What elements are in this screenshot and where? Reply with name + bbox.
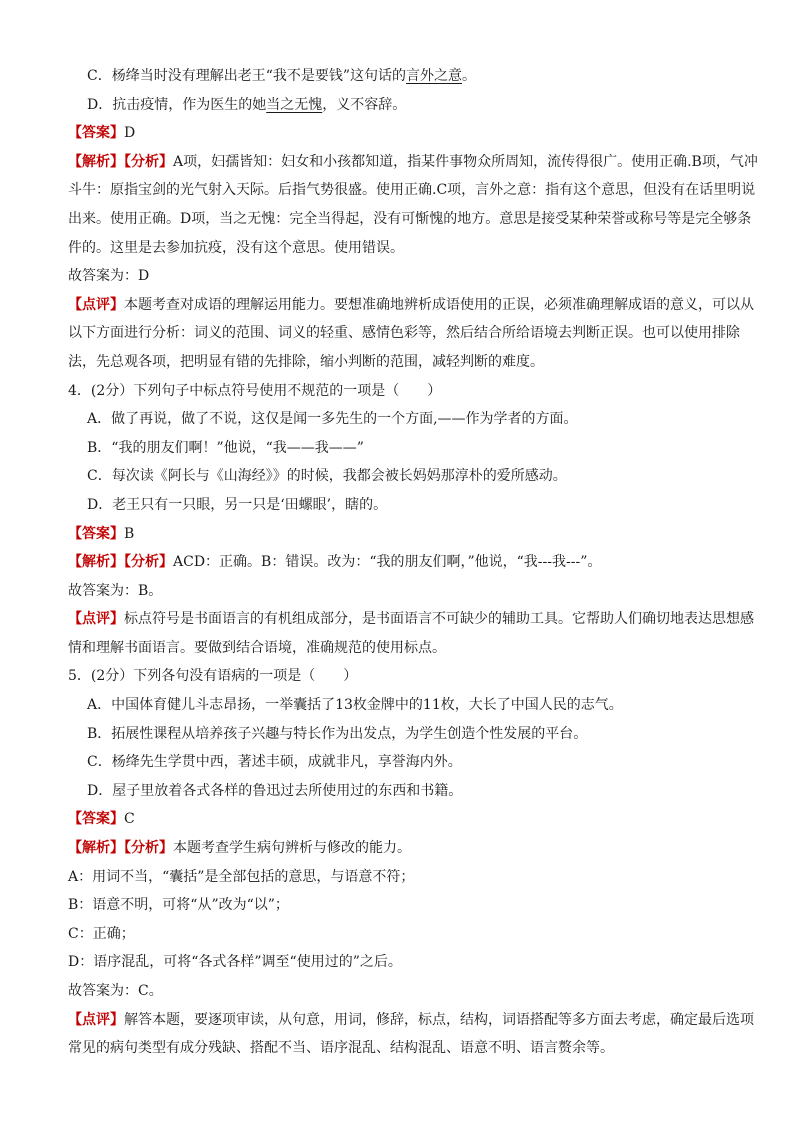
q5-option-c: C．杨绛先生学贯中西，著述丰硕，成就非凡，享誉海内外。 <box>87 754 462 771</box>
q5-analysis: 【解析】【分析】本题考查学生病句辨析与修改的能力。 <box>68 840 411 857</box>
q5-option-a: A．中国体育健儿斗志昂扬，一举囊括了13枚金牌中的11枚，大长了中国人民的志气。 <box>87 697 623 714</box>
q5-comment: 【点评】解答本题，要逐项审读，从句意，用词，修辞，标点，结构，词语搭配等多方面去考虑，确定最后选项常见的病句类型有成分残缺、搭配不当、语序混乱、结构混乱、语意不明、语言赘余等。 <box>68 1011 754 1057</box>
q5-option-d: D．屋子里放着各式各样的鲁迅过去所使用过的东西和书籍。 <box>87 782 463 799</box>
q4-stem: 4．(2分）下列句子中标点符号使用不规范的一项是（ ） <box>68 382 442 399</box>
answer-tag: 【答案】 <box>68 125 124 142</box>
q3-comment: 【点评】本题考查对成语的理解运用能力。要想准确地辨析成语使用的正误，必须准确理解成语的意义，可以从以下方面进行分析：词义的范围、词义的轻重、感情色彩等，然后结合所给语境去判断正误。也可以使用排除法，先总观各项，把明显有错的先排除，缩小判断的范围，减轻判断的难度。 <box>68 296 754 370</box>
comment-tag: 【点评】 <box>68 296 124 313</box>
q5-stem: 5．(2分）下列各句没有语病的一项是（ ） <box>68 668 358 685</box>
q4-option-a: A．做了再说，做了不说，这仅是闻一多先生的一个方面,——作为学者的方面。 <box>87 411 578 428</box>
q4-option-d: D．老王只有一只眼，另一只是‘田螺眼’，瞎的。 <box>87 496 388 513</box>
q4-option-c: C．每次读《阿长与《山海经》》的时候，我都会被长妈妈那淳朴的爱所感动。 <box>87 468 567 485</box>
analysis-tag: 【解析】【分析】 <box>68 153 173 170</box>
q3-option-d: D．抗击疫情，作为医生的她当之无愧，义不容辞。 <box>87 96 407 113</box>
q4-answer: 【答案】B <box>68 525 135 542</box>
answer-tag: 【答案】 <box>68 525 124 542</box>
analysis-tag: 【解析】【分析】 <box>68 554 173 571</box>
q5-option-b: B．拓展性课程从培养孩子兴趣与特长作为出发点，为学生创造个性发展的平台。 <box>87 725 588 742</box>
q4-final-answer: 故答案为：B。 <box>68 582 163 599</box>
q3-final-answer: 故答案为：D <box>68 268 150 285</box>
analysis-tag: 【解析】【分析】 <box>68 840 173 857</box>
comment-tag: 【点评】 <box>68 611 124 628</box>
underlined-idiom: 言外之意 <box>406 68 463 84</box>
q3-answer: 【答案】D <box>68 125 136 142</box>
q5-point-d: D：语序混乱，可将“各式各样”调至“使用过的”之后。 <box>68 954 402 971</box>
comment-tag: 【点评】 <box>68 1011 124 1028</box>
q5-final-answer: 故答案为：C。 <box>68 983 163 999</box>
q3-analysis: 【解析】【分析】A项，妇孺皆知：妇女和小孩都知道，指某件事物众所周知，流传得很广。使用正确.B项，气冲斗牛：原指宝剑的光气射入天际。后指气势很盛。使用正确.C项，言外之意：指有这个意思，但没有在话里明说出来。使用正确。D项，当之无愧：完全当得起，没有可惭愧的地方。意思是接受某种荣誉或称号等是完全够条件的。这里是去参加抗疫，没有这个意思。使用错误。 <box>68 153 758 256</box>
q5-point-b: B：语意不明，可将“从”改为“以”； <box>68 897 289 914</box>
q5-answer: 【答案】C <box>68 811 135 828</box>
q5-point-a: A：用词不当，“囊括”是全部包括的意思，与语意不符； <box>68 868 415 885</box>
document-page <box>68 62 758 1063</box>
q4-comment: 【点评】标点符号是书面语言的有机组成部分，是书面语言不可缺少的辅助工具。它帮助人们确切地表达思想感情和理解书面语言。要做到结合语境，准确规范的使用标点。 <box>68 611 754 656</box>
underlined-idiom: 当之无愧 <box>266 96 323 113</box>
q4-option-b: B．“我的朋友们啊！”他说，“我——我——” <box>87 439 364 456</box>
q3-option-c: C．杨绛当时没有理解出老王“我不是要钱”这句话的言外之意。 <box>87 68 477 84</box>
q4-analysis: 【解析】【分析】ACD：正确。B：错误。改为：“我的朋友们啊，”他说，“我---我---”。 <box>68 554 602 571</box>
answer-tag: 【答案】 <box>68 811 124 828</box>
q5-point-c: C：正确； <box>68 925 135 942</box>
